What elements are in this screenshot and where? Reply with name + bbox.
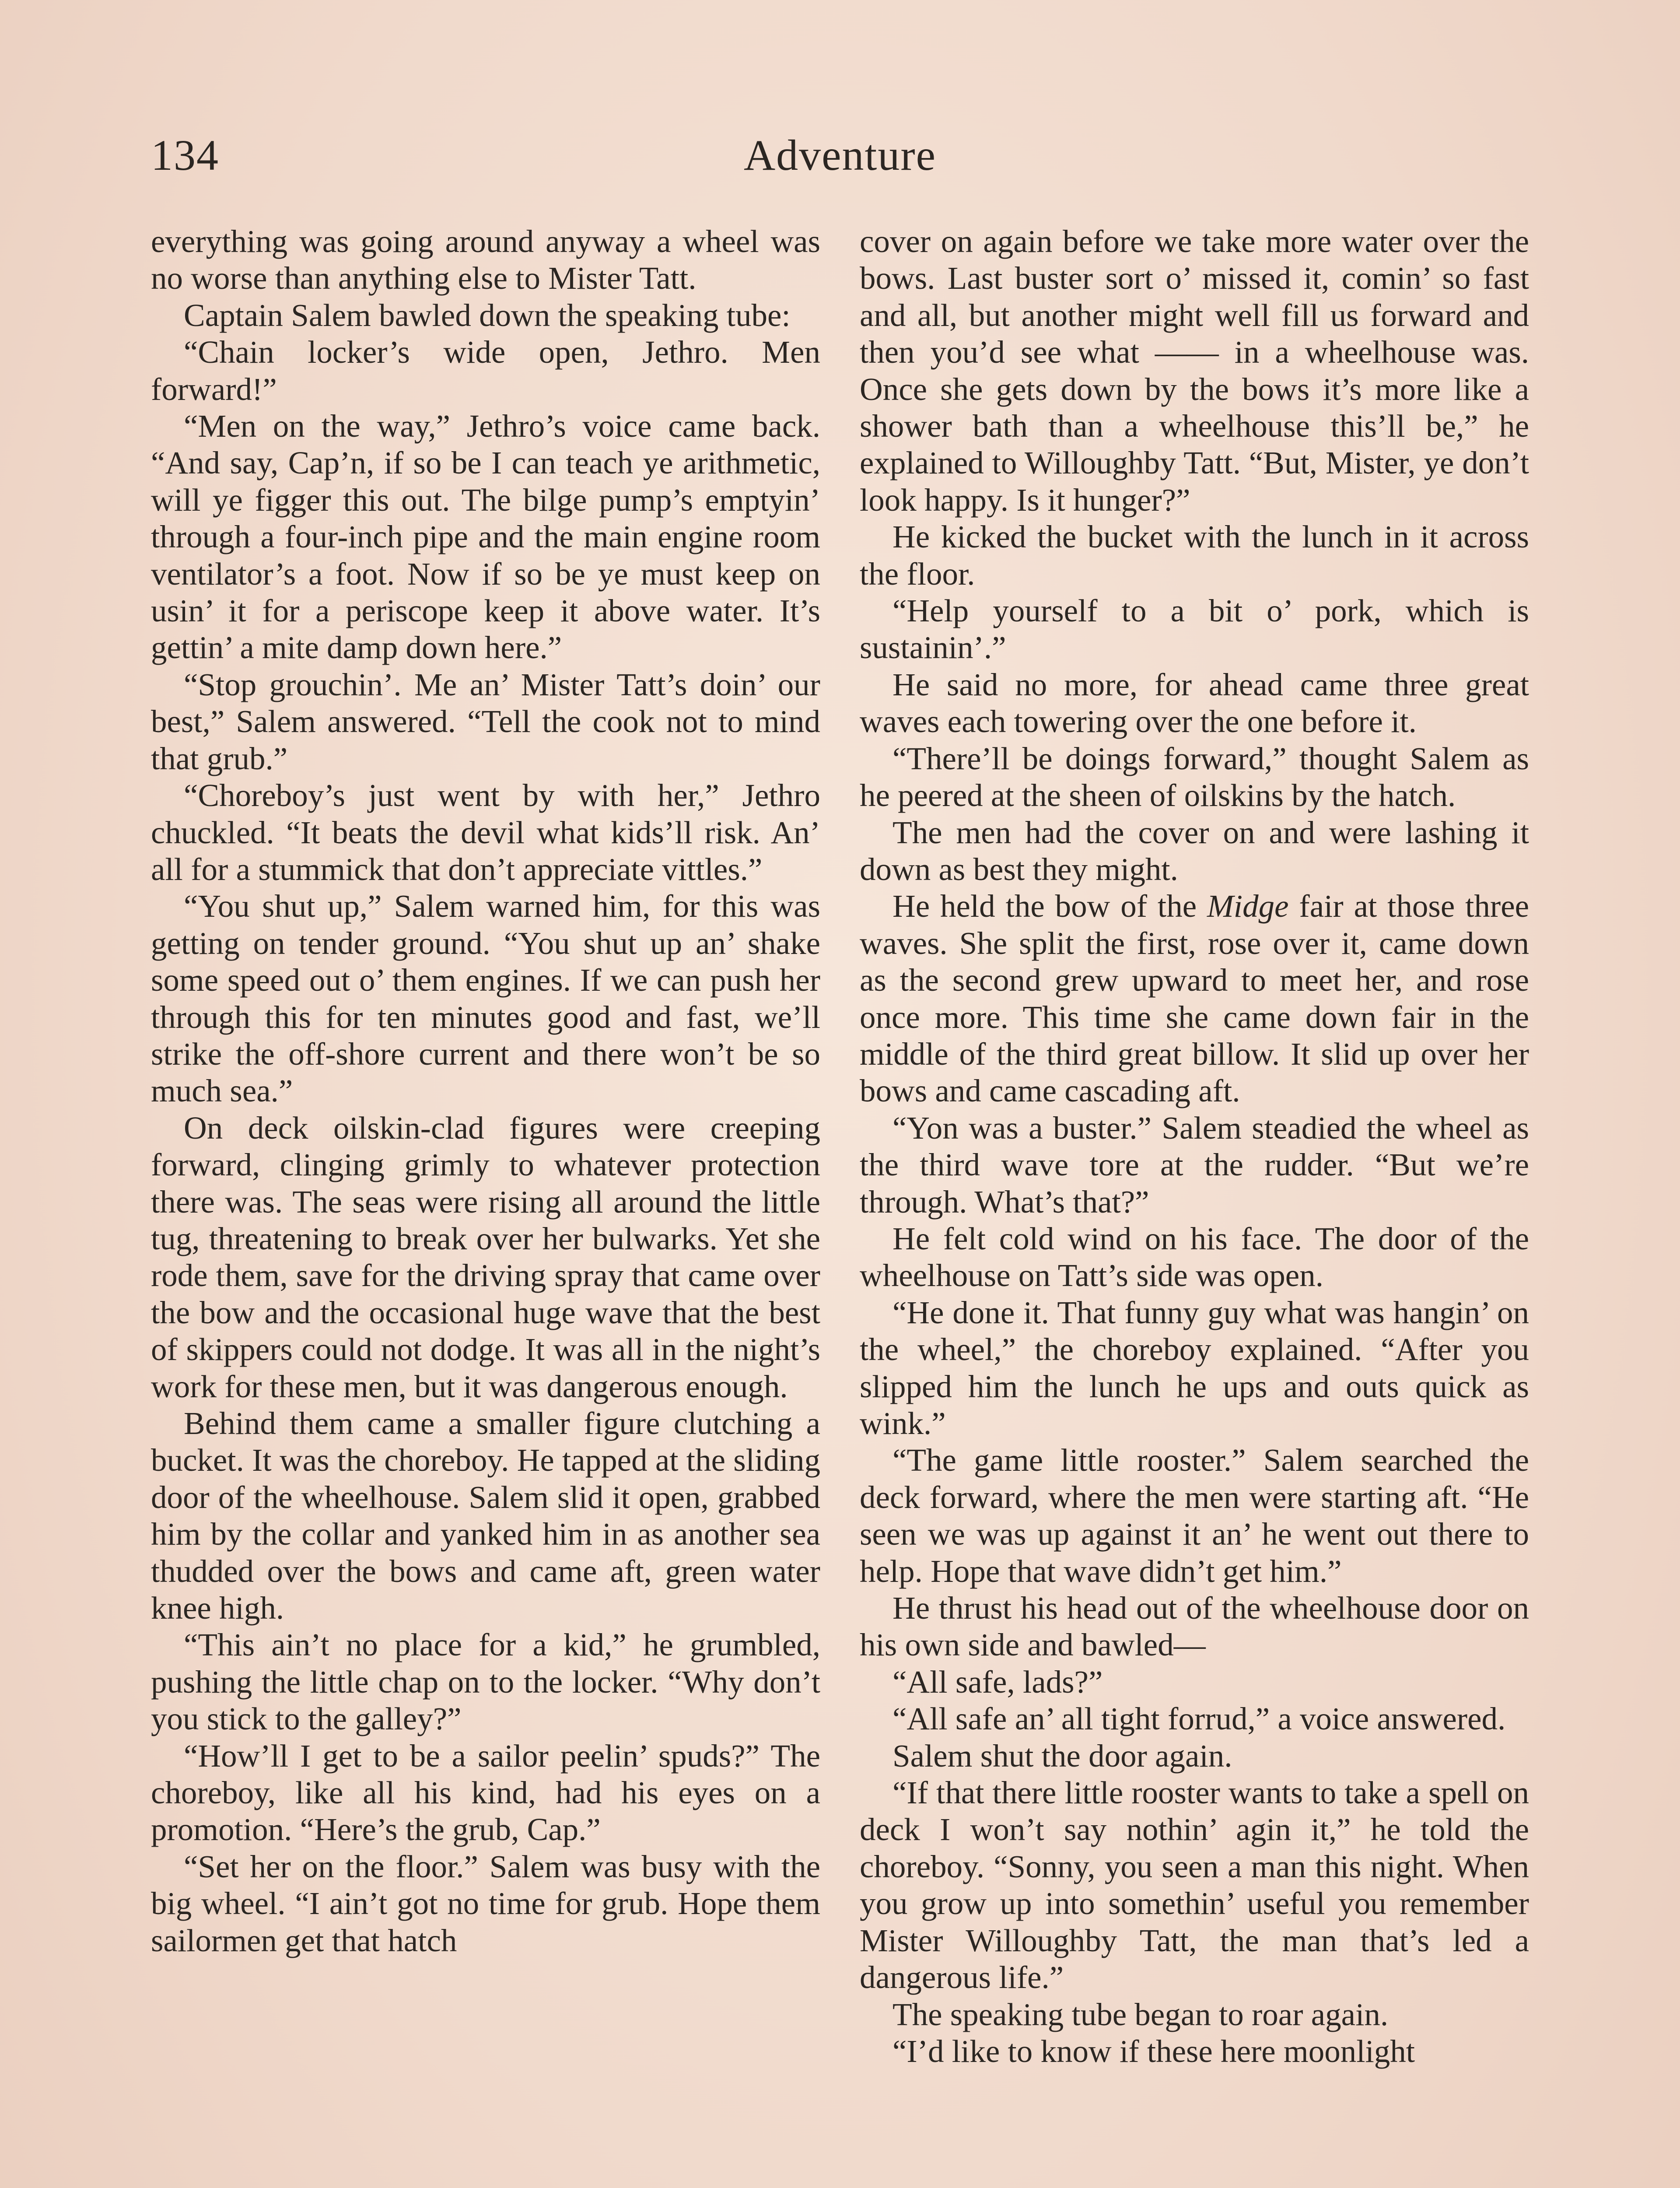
paragraph: The men had the cover on and were lashing it down as best they might. <box>860 814 1529 887</box>
paragraph: Behind them came a smaller figure clutching a bucket. It was the choreboy. He tapped at the sliding door of the wheelhouse. Salem slid it open, grabbed him by the collar and yanked him in as another sea thudded over the bows and came aft, green water knee high. <box>151 1406 820 1626</box>
paragraph: The speaking tube began to roar again. <box>892 1996 1389 2032</box>
paragraph: He kicked the bucket with the lunch in it across the floor. <box>860 519 1529 592</box>
paragraph: cover on again before we take more water over the bows. Last buster sort o’ missed it, comin’ so fast and all, but another might well fill us forward and then you’d see what —— in a wheelhouse was. Once she gets down by the bows it’s more like a shower bath than a wheelhouse this’ll be,” he explained to Willoughby Tatt. “But, Mister, ye don’t look happy. Is it hunger?” <box>860 224 1529 518</box>
paragraph: “All safe an’ all tight forrud,” a voice answered. <box>892 1701 1506 1737</box>
running-title: Adventure <box>743 131 937 179</box>
paragraph: “Choreboy’s just went by with her,” Jethro chuckled. “It beats the devil what kids’ll risk. An’ all for a stummick that don’t appreciate vittles.” <box>151 778 820 887</box>
paragraph: “If that there little rooster wants to take a spell on deck I won’t say nothin’ agin it,” he told the choreboy. “Sonny, you seen a man this night. When you grow up into somethin’ useful you remember Mister Willoughby Tatt, the man that’s led a dangerous life.” <box>860 1775 1529 1995</box>
text-span: He held the bow of the <box>892 888 1207 924</box>
paragraph: “How’ll I get to be a sailor peelin’ spuds?” The choreboy, like all his kind, had his eyes on a promotion. “Here’s the grub, Cap.” <box>151 1738 820 1848</box>
paragraph: Captain Salem bawled down the speaking tube: <box>184 297 791 333</box>
paragraph: “There’ll be doings forward,” thought Salem as he peered at the sheen of oilskins by the hatch. <box>860 740 1529 813</box>
paragraph: “Men on the way,” Jethro’s voice came back. “And say, Cap’n, if so be I can teach ye arithmetic, will ye figger this out. The bilge pump’s emptyin’ through a four-inch pipe and the main engine room ventilator’s a foot. Now if so be ye must keep on usin’ it for a periscope keep it above water. It’s gettin’ a mite damp down here.” <box>151 408 820 666</box>
paragraph: “You shut up,” Salem warned him, for this was getting on tender ground. “You shut up an’ shake some speed out o’ them engines. If we can push her through this for ten minutes good and fast, we’ll strike the off-shore current and there won’t be so much sea.” <box>151 888 820 1109</box>
paragraph: “I’d like to know if these here moonlight <box>892 2033 1415 2069</box>
paragraph: “Yon was a buster.” Salem steadied the wheel as the third wave tore at the rudder. “But we’re through. What’s that?” <box>860 1110 1529 1220</box>
right-column <box>860 223 1529 2070</box>
left-column <box>151 223 820 1959</box>
paragraph: “He done it. That funny guy what was hangin’ on the wheel,” the choreboy explained. “After you slipped him the lunch he ups and outs quick as wink.” <box>860 1294 1529 1441</box>
paragraph: “The game little rooster.” Salem searched the deck forward, where the men were starting aft. “He seen we was up against it an’ he went out there to help. Hope that wave didn’t get him.” <box>860 1442 1529 1589</box>
page-header <box>0 0 1680 184</box>
text-span: fair at those three waves. She split the first, rose over it, came down as the second grew upward to meet her, and rose once more. This time she came down fair in the middle of the third great billow. It slid up over her bows and came cascading aft. <box>860 888 1529 1109</box>
paragraph: everything was going around anyway a wheel was no worse than anything else to Mister Tatt. <box>151 224 820 296</box>
paragraph: “All safe, lads?” <box>892 1664 1103 1700</box>
paragraph-midge <box>860 888 1529 1109</box>
paragraph: He felt cold wind on his face. The door of the wheelhouse on Tatt’s side was open. <box>860 1220 1529 1294</box>
page-number: 134 <box>151 131 219 179</box>
paragraph: “Stop grouchin’. Me an’ Mister Tatt’s doin’ our best,” Salem answered. “Tell the cook not to mind that grub.” <box>151 666 820 776</box>
paragraph: On deck oilskin-clad figures were creeping forward, clinging grimly to whatever protection there was. The seas were rising all around the little tug, threatening to break over her bulwarks. Yet she rode them, save for the driving spray that came over the bow and the occasional huge wave that the best of skippers could not dodge. It was all in the night’s work for these men, but it was dangerous enough. <box>151 1110 820 1404</box>
paragraph: “Chain locker’s wide open, Jethro. Men forward!” <box>151 334 820 407</box>
ship-name: Midge <box>1207 888 1289 924</box>
paragraph: Salem shut the door again. <box>892 1738 1232 1774</box>
paragraph: He said no more, for ahead came three great waves each towering over the one before it. <box>860 666 1529 740</box>
paragraph: “Set her on the floor.” Salem was busy with the big wheel. “I ain’t got no time for grub. Hope them sailormen get that hatch <box>151 1848 820 1958</box>
paragraph: He thrust his head out of the wheelhouse door on his own side and bawled— <box>860 1590 1529 1663</box>
paragraph: “Help yourself to a bit o’ pork, which is sustainin’.” <box>860 593 1529 666</box>
paragraph: “This ain’t no place for a kid,” he grumbled, pushing the little chap on to the locker. “Why don’t you stick to the galley?” <box>151 1627 820 1737</box>
